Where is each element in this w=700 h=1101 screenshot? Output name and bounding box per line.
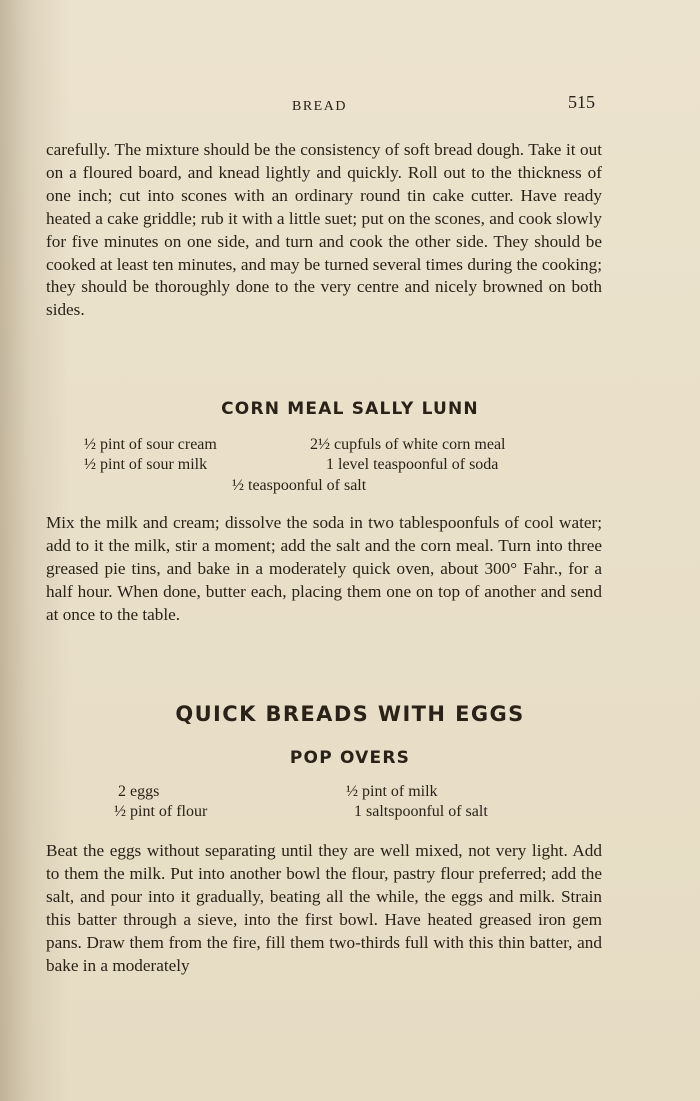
ingredient-item: 1 saltspoonful of salt — [354, 803, 488, 820]
page-number: 515 — [568, 92, 595, 112]
recipe-title-corn-meal-sally-lunn: CORN MEAL SALLY LUNN — [221, 399, 479, 419]
recipe-title-pop-overs: POP OVERS — [289, 748, 411, 768]
ingredient-item: 2½ cupfuls of white corn meal — [310, 436, 506, 453]
ingredient-item: ½ pint of milk — [346, 783, 438, 800]
running-header: BREAD — [292, 99, 347, 114]
ingredient-item: ½ teaspoonful of salt — [232, 477, 367, 494]
ingredient-item: 1 level teaspoonful of soda — [326, 456, 499, 473]
intro-paragraph: carefully. The mixture should be the consistency of soft bread dough. Take it out on a floured board, and knead lightly and quickly. Roll out to the thickness of one inch; cut into scones with an ordinary round tin cake cutter. Have ready heated a cake griddle; rub it with a little suet; put on the scones, and cook slowly for five minutes on one side, and turn and cook the other side. They should be cooked at least ten minutes, and may be turned several times during the cooking; they should be thoroughly done to the very centre and nicely browned on both sides. — [46, 140, 602, 320]
recipe-method-paragraph: Mix the milk and cream; dissolve the soda in two tablespoonfuls of cool water; add to it the milk, stir a moment; add the salt and the corn meal. Turn into three greased pie tins, and bake in a moderately quick oven, about 300° Fahr., for a half hour. When done, butter each, placing them one on top of another and send at once to the table. — [46, 513, 602, 624]
section-title: QUICK BREADS WITH EGGS — [175, 702, 525, 726]
recipe-method-paragraph: Beat the eggs without separating until they are well mixed, not very light. Add to them the milk. Put into another bowl the flour, pastry flour preferred; add the salt, and pour into it gradually, beating all the while, the eggs and milk. Strain this batter through a sieve, into the first bowl. Have heated greased iron gem pans. Draw them from the fire, fill them two-thirds full with this thin batter, and bake in a moderately — [46, 841, 602, 975]
ingredient-item: ½ pint of sour milk — [84, 456, 208, 473]
ingredient-item: ½ pint of flour — [114, 803, 208, 820]
ingredient-item: ½ pint of sour cream — [84, 436, 217, 453]
ingredient-item: 2 eggs — [118, 783, 160, 800]
